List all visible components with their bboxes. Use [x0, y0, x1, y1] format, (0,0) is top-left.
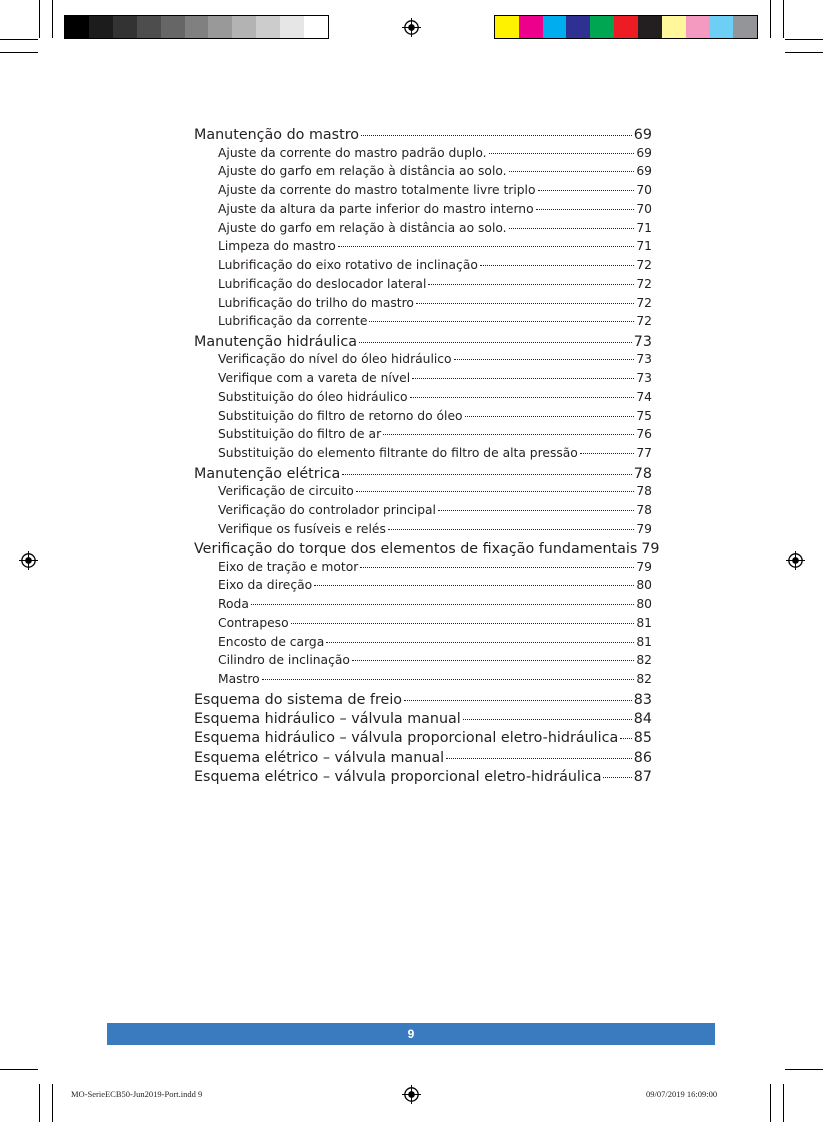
- toc-dot-leader: [536, 197, 635, 210]
- crop-mark-top-left-h2: [0, 52, 38, 53]
- toc-entry-title: Encosto de carga: [218, 634, 325, 649]
- toc-dot-leader: [580, 441, 635, 454]
- toc-entry-page: 74: [636, 389, 652, 404]
- gray-swatch: [208, 16, 232, 38]
- toc-entry-title: Roda: [218, 597, 249, 612]
- color-swatch: [590, 16, 614, 38]
- crop-mark-top-left-v: [39, 0, 40, 38]
- toc-dot-leader: [383, 422, 634, 435]
- toc-entry-title: Limpeza do mastro: [218, 239, 336, 254]
- toc-entry-title: Substituição do filtro de retorno do óleo: [218, 408, 463, 423]
- toc-entry-page: 79: [636, 559, 652, 574]
- gray-swatch: [65, 16, 89, 38]
- toc-entry-page: 81: [636, 634, 652, 649]
- gray-swatch: [280, 16, 304, 38]
- color-swatch: [519, 16, 543, 38]
- registration-mark-left-icon: [19, 551, 38, 570]
- gray-swatch: [161, 16, 185, 38]
- crop-mark-bottom-right-v: [770, 1084, 771, 1122]
- toc-section-entry[interactable]: [194, 766, 652, 785]
- toc-dot-leader: [509, 215, 635, 228]
- toc-entry-page: 76: [636, 427, 652, 442]
- toc-entry-page: 87: [633, 768, 652, 785]
- toc-entry-title: Ajuste do garfo em relação à distância ao solo.: [218, 164, 507, 179]
- toc-dot-leader: [480, 253, 634, 266]
- toc-dot-leader: [410, 385, 635, 398]
- toc-entry-title: Esquema do sistema de freio: [194, 691, 403, 708]
- toc-dot-leader: [262, 667, 635, 680]
- toc-dot-leader: [416, 290, 634, 303]
- toc-dot-leader: [509, 159, 635, 172]
- toc-dot-leader: [438, 498, 634, 511]
- toc-entry-title: Verificação do controlador principal: [218, 502, 436, 517]
- toc-entry-title: Cilindro de inclinação: [218, 653, 350, 668]
- gray-swatch: [113, 16, 137, 38]
- toc-dot-leader: [454, 347, 635, 360]
- toc-dot-leader: [388, 516, 634, 529]
- file-slug: MO-SerieECB50-Jun2019-Port.indd 9: [71, 1089, 203, 1099]
- table-of-contents: [194, 124, 660, 785]
- toc-dot-leader: [342, 460, 632, 475]
- crop-mark-top-right-v: [770, 0, 771, 38]
- registration-mark-right-icon: [786, 551, 805, 570]
- color-swatch: [566, 16, 590, 38]
- gray-swatch: [89, 16, 113, 38]
- toc-entry-title: Contrapeso: [218, 615, 289, 630]
- color-swatch: [495, 16, 519, 38]
- toc-entry-page: 82: [636, 653, 652, 668]
- registration-mark-bottom-icon: [402, 1085, 421, 1104]
- toc-entry-page: 72: [636, 276, 652, 291]
- gray-swatch: [137, 16, 161, 38]
- toc-entry-title: Eixo da direção: [218, 578, 313, 593]
- toc-entry-page: 83: [633, 691, 652, 708]
- toc-entry-page: 72: [636, 295, 652, 310]
- toc-dot-leader: [314, 573, 634, 586]
- toc-entry-title: Eixo de tração e motor: [218, 559, 359, 574]
- process-color-bar: [494, 15, 758, 39]
- toc-entry-title: Verificação do nível do óleo hidráulico: [218, 352, 452, 367]
- toc-entry-title: Lubrificação do deslocador lateral: [218, 276, 427, 291]
- toc-dot-leader: [465, 403, 635, 416]
- toc-dot-leader: [603, 763, 631, 778]
- registration-mark-top-icon: [402, 18, 421, 37]
- crop-mark-top-left-v2: [52, 0, 53, 38]
- color-swatch: [543, 16, 567, 38]
- toc-entry-title: Verificação do torque dos elementos de fixação fundamentais: [194, 541, 638, 558]
- toc-entry-title: Lubrificação do trilho do mastro: [218, 295, 414, 310]
- toc-entry-page: 75: [636, 408, 652, 423]
- gray-swatch: [185, 16, 209, 38]
- gray-swatch: [256, 16, 280, 38]
- color-swatch: [662, 16, 686, 38]
- toc-entry-title: Substituição do elemento filtrante do filtro de alta pressão: [218, 446, 578, 461]
- color-swatch: [709, 16, 733, 38]
- crop-mark-bottom-left-h: [0, 1069, 38, 1070]
- crop-mark-bottom-left-v: [39, 1084, 40, 1122]
- toc-entry-title: Manutenção hidráulica: [194, 334, 357, 351]
- toc-entry-title: Verifique com a vareta de nível: [218, 371, 411, 386]
- toc-entry-title: Substituição do filtro de ar: [218, 427, 382, 442]
- crop-mark-bottom-right-h: [785, 1069, 823, 1070]
- toc-entry-page: 72: [636, 258, 652, 273]
- crop-mark-top-right-h: [785, 39, 823, 40]
- toc-dot-leader: [369, 309, 634, 322]
- color-swatch: [638, 16, 662, 38]
- toc-entry-title: Manutenção elétrica: [194, 465, 341, 482]
- toc-entry-page: 80: [636, 578, 652, 593]
- toc-entry-page: 86: [633, 749, 652, 766]
- toc-entry-title: Esquema elétrico – válvula proporcional eletro-hidráulica: [194, 768, 602, 785]
- toc-entry-page: 69: [636, 145, 652, 160]
- toc-dot-leader: [412, 366, 634, 379]
- toc-dot-leader: [326, 629, 634, 642]
- toc-entry-page: 73: [636, 352, 652, 367]
- toc-section-entry[interactable]: [194, 708, 652, 727]
- toc-dot-leader: [404, 686, 632, 701]
- toc-entry-title: Ajuste da corrente do mastro totalmente livre triplo: [218, 183, 536, 198]
- toc-entry-page: 70: [636, 201, 652, 216]
- toc-dot-leader: [352, 648, 634, 661]
- toc-entry-title: Manutenção do mastro: [194, 127, 360, 144]
- toc-section-entry[interactable]: [194, 746, 652, 765]
- page-number-bar: [107, 1023, 715, 1045]
- toc-entry-title: Ajuste do garfo em relação à distância ao solo.: [218, 220, 507, 235]
- toc-dot-leader: [360, 554, 634, 567]
- toc-dot-leader: [359, 328, 632, 343]
- grayscale-color-bar: [64, 15, 329, 39]
- toc-entry-page: 71: [636, 220, 652, 235]
- toc-entry-page: 71: [636, 239, 652, 254]
- toc-subsection-entry[interactable]: [194, 519, 652, 538]
- toc-dot-leader: [538, 178, 635, 191]
- crop-mark-bottom-right-v2: [783, 1084, 784, 1122]
- toc-dot-leader: [356, 479, 635, 492]
- toc-entry-page: 80: [636, 597, 652, 612]
- toc-entry-page: 81: [636, 615, 652, 630]
- toc-entry-page: 72: [636, 314, 652, 329]
- toc-entry-page: 69: [636, 164, 652, 179]
- toc-entry-title: Esquema hidráulico – válvula proporcional eletro-hidráulica: [194, 730, 619, 747]
- toc-dot-leader: [251, 592, 634, 605]
- toc-dot-leader: [361, 121, 632, 136]
- toc-entry-title: Lubrificação do eixo rotativo de inclinação: [218, 258, 478, 273]
- crop-mark-top-left-h: [0, 39, 38, 40]
- toc-dot-leader: [463, 705, 632, 720]
- toc-entry-title: Ajuste da corrente do mastro padrão duplo.: [218, 145, 487, 160]
- toc-entry-title: Verifique os fusíveis e relés: [218, 521, 386, 536]
- toc-dot-leader: [489, 140, 635, 153]
- toc-dot-leader: [446, 743, 632, 758]
- toc-entry-page: 82: [636, 672, 652, 687]
- toc-dot-leader: [620, 724, 632, 739]
- gray-swatch: [232, 16, 256, 38]
- crop-mark-top-right-v2: [783, 0, 784, 38]
- toc-entry-title: Lubrificação da corrente: [218, 314, 368, 329]
- toc-entry-page: 70: [636, 183, 652, 198]
- toc-entry-page: 78: [636, 484, 652, 499]
- toc-entry-page: 69: [633, 127, 652, 144]
- color-swatch: [686, 16, 710, 38]
- toc-entry-page: 77: [636, 446, 652, 461]
- toc-entry-page: 79: [636, 521, 652, 536]
- toc-dot-leader: [338, 234, 635, 247]
- toc-entry-title: Esquema hidráulico – válvula manual: [194, 711, 461, 728]
- gray-swatch: [304, 16, 328, 38]
- toc-dot-leader: [291, 611, 635, 624]
- toc-entry-title: Ajuste da altura da parte inferior do mastro interno: [218, 201, 534, 216]
- toc-entry-page: 78: [636, 502, 652, 517]
- date-slug: 09/07/2019 16:09:00: [646, 1089, 718, 1099]
- toc-entry-title: Mastro: [218, 672, 260, 687]
- toc-entry-title: Substituição do óleo hidráulico: [218, 389, 408, 404]
- toc-entry-page: 84: [633, 711, 652, 728]
- toc-entry-title: Verificação de circuito: [218, 484, 354, 499]
- toc-dot-leader: [428, 272, 634, 285]
- toc-entry-page: 78: [633, 465, 652, 482]
- toc-entry-page: 79: [641, 541, 660, 558]
- toc-entry-page: 73: [636, 371, 652, 386]
- crop-mark-top-right-h2: [785, 52, 823, 53]
- page-number: 9: [407, 1027, 415, 1041]
- toc-entry-page: 73: [633, 334, 652, 351]
- toc-entry-page: 85: [633, 730, 652, 747]
- color-swatch: [614, 16, 638, 38]
- color-swatch: [733, 16, 757, 38]
- crop-mark-bottom-left-v2: [52, 1084, 53, 1122]
- toc-entry-title: Esquema elétrico – válvula manual: [194, 749, 445, 766]
